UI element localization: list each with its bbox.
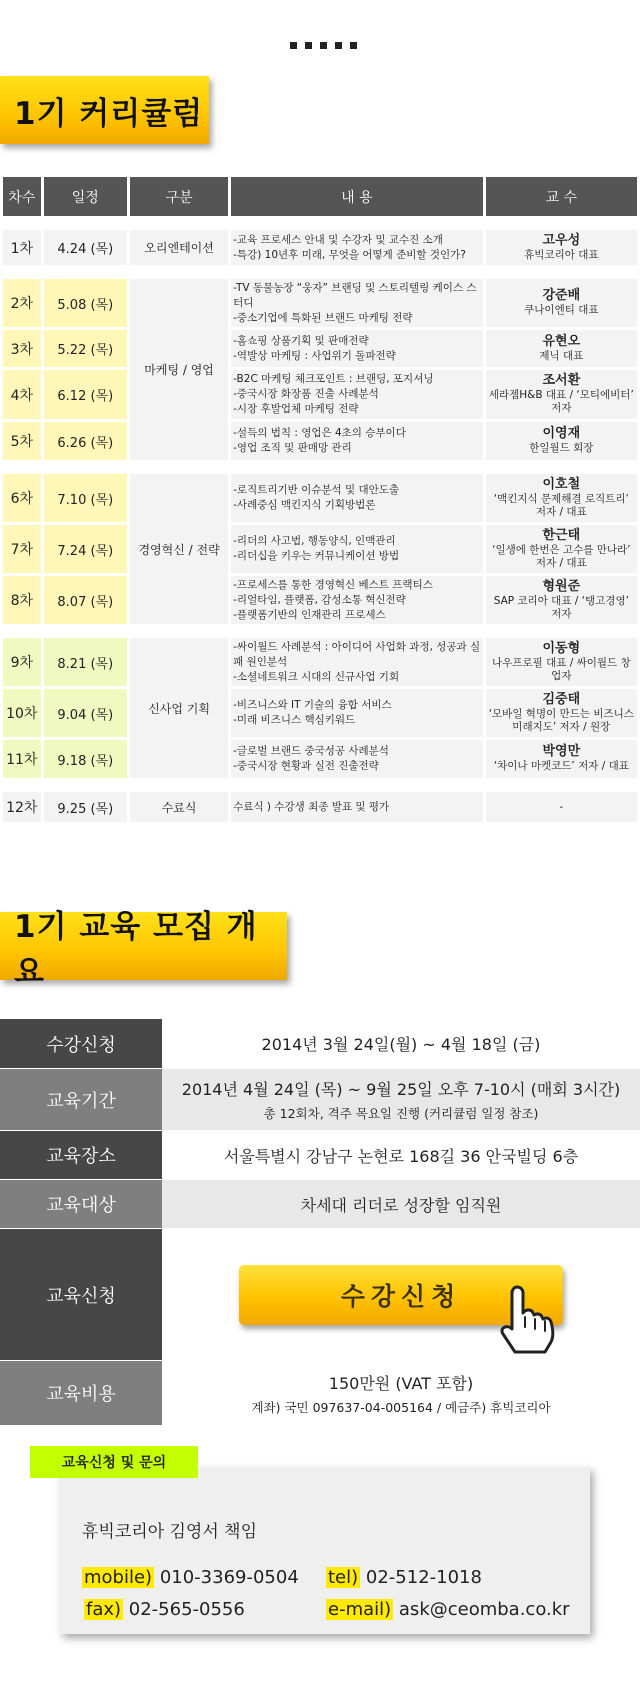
cost-label: 교육비용 [0,1361,162,1425]
category-cell: 마케팅 / 영업 [130,279,228,460]
session-num: 2차 [3,279,41,327]
professor-cell: 조서환 세라젬H&B 대표 / ‘모티에비터’ 저자 [486,370,637,419]
session-date: 4.24 (목) [44,230,127,265]
table-row [3,474,637,522]
session-date: 5.08 (목) [44,279,127,327]
content-cell: -비즈니스와 IT 기술의 융합 서비스 -미래 비즈니스 핵심키워드 [231,689,483,737]
professor-cell: 이동형 나우프로필 대표 / 싸이월드 창업자 [486,638,637,686]
location-value: 서울특별시 강남구 논현로 168길 36 안국빌딩 6층 [223,1146,579,1166]
overview-row-target [0,1180,640,1229]
session-num: 1차 [3,230,41,265]
apply-button[interactable] [239,1265,563,1325]
content-cell: 수료식 ) 수강생 최종 발표 및 평가 [231,792,483,822]
edu-period-label: 교육기간 [0,1069,162,1130]
content-cell: -B2C 마케팅 체크포인트 : 브랜딩, 포지셔닝 -중국시장 화장품 진출 사례분석 -시장 후발업체 마케팅 전략 [231,370,483,419]
session-date: 7.10 (목) [44,474,127,522]
session-num: 12차 [3,792,41,822]
session-date: 5.22 (목) [44,330,127,367]
bank-account: 계좌) 국민 097637-04-005164 / 예금주) 휴빅코리아 [251,1399,551,1415]
apply-label: 교육신청 [0,1229,162,1360]
session-num: 3차 [3,330,41,367]
session-date: 9.18 (목) [44,740,127,778]
table-row [3,422,637,460]
mobile-label: mobile) [84,1567,153,1588]
edu-period-value [162,1069,640,1130]
session-date: 6.12 (목) [44,370,127,419]
content-cell: -프로세스를 통한 경영혁신 베스트 프랙티스 -리얼타임, 플랫폼, 감성소통 혁신전략 -플랫폼기반의 인재관리 프로세스 [231,576,483,624]
session-date: 6.26 (목) [44,422,127,460]
overview-table [0,1019,640,1426]
session-num: 6차 [3,474,41,522]
header-category: 구분 [130,177,228,216]
content-cell: -홈쇼핑 상품기획 및 판매전략 -역발상 마케팅 : 사업위기 돌파전략 [231,330,483,367]
header-date: 일정 [44,177,127,216]
overview-title-banner: 1기 교육 모집 개요 [0,912,287,980]
mobile-number: 010-3369-0504 [159,1567,299,1588]
session-date: 9.04 (목) [44,689,127,737]
session-date: 8.07 (목) [44,576,127,624]
table-row [3,330,637,367]
professor-cell: - [486,792,637,822]
professor-cell: 이영재 한일월드 회장 [486,422,637,460]
category-cell: 경영혁신 / 전략 [130,474,228,624]
session-date: 8.21 (목) [44,638,127,686]
category-cell: 수료식 [130,792,228,822]
tel-number: 02-512-1018 [365,1567,482,1588]
content-cell: -리더의 사고법, 행동양식, 인맥관리 -리더십을 키우는 커뮤니케이션 방법 [231,525,483,573]
professor-cell: 고우성 휴빅코리아 대표 [486,230,637,265]
session-num: 9차 [3,638,41,686]
contact-card [60,1467,590,1634]
content-cell: -글로벌 브랜드 중국성공 사례분석 -중국시장 현황과 실전 진출전략 [231,740,483,778]
session-date: 9.25 (목) [44,792,127,822]
content-cell: -TV 동물농장 “웅자” 브랜딩 및 스토리텔링 케이스 스터디 -중소기업에 특화된 브랜드 마케팅 전략 [231,279,483,327]
contact-tag: 교육신청 및 문의 [30,1446,198,1478]
category-cell: 신사업 기획 [130,638,228,778]
table-row [3,279,637,327]
fax-number: 02-565-0556 [128,1599,245,1620]
fax-label: fax) [86,1599,122,1620]
overview-row-location [0,1131,640,1180]
pointer-hand-icon [499,1283,571,1355]
target-label: 교육대상 [0,1180,162,1228]
table-row [3,230,637,265]
session-num: 4차 [3,370,41,419]
apply-value [162,1229,640,1360]
email-label: e-mail) [328,1599,392,1620]
professor-cell: 박영만 ‘차이나 마켓코드’ 저자 / 대표 [486,740,637,778]
location-label: 교육장소 [0,1131,162,1179]
overview-row-edu-period [0,1069,640,1131]
edu-period-text: 2014년 4월 24일 (목) ~ 9월 25일 오후 7-10시 (매회 3시간) [181,1080,621,1099]
professor-cell: 이호철 ‘맥킨지식 문제해결 로직트리’ 저자 / 대표 [486,474,637,522]
contact-fax [84,1599,245,1620]
table-row [3,370,637,419]
header-session: 차수 [3,177,41,216]
professor-cell: 강준배 쿠나이엔티 대표 [486,279,637,327]
content-cell: -교육 프로세스 안내 및 수강자 및 교수진 소개 -특강) 10년후 미래, 무엇을 어떻게 준비할 것인가? [231,230,483,265]
content-cell: -설득의 법칙 : 영업은 4초의 승부이다 -영업 조직 및 판매망 관리 [231,422,483,460]
section-divider-dots [290,42,357,49]
edu-period-sub: 총 12회차, 격주 목요일 진행 (커리큘럼 일정 참조) [263,1106,539,1121]
tel-label: tel) [328,1567,359,1588]
professor-cell: 유현오 제닉 대표 [486,330,637,367]
professor-cell: 한근태 ‘일생에 한번은 고수를 만나라’ 저자 / 대표 [486,525,637,573]
professor-cell: 김중태 ‘모바일 혁명이 만드는 비즈니스 미래지도’ 저자 / 원장 [486,689,637,737]
email-address[interactable]: ask@ceomba.co.kr [398,1599,570,1620]
session-num: 11차 [3,740,41,778]
header-content: 내 용 [231,177,483,216]
professor-cell: 형원준 SAP 코리아 대표 / ‘탱고경영’ 저자 [486,576,637,624]
cost-amount: 150만원 (VAT 포함) [328,1373,474,1393]
table-row [3,525,637,573]
apply-period-label: 수강신청 [0,1019,162,1068]
content-cell: -싸이월드 사례분석 : 아이디어 사업화 과정, 성공과 실패 원인분석 -소셜네트워크 시대의 신규사업 기회 [231,638,483,686]
apply-button-label: 수강신청 [340,1281,462,1311]
table-row [3,689,637,737]
contact-email [326,1599,570,1620]
contact-tel [326,1567,482,1588]
contact-mobile [82,1567,299,1588]
table-row [3,576,637,624]
apply-period-value: 2014년 3월 24일(월) ~ 4월 18일 (금) [261,1035,541,1054]
table-row [3,792,637,822]
cost-value [162,1361,640,1425]
header-professor: 교 수 [486,177,637,216]
table-row [3,638,637,686]
session-num: 8차 [3,576,41,624]
session-num: 7차 [3,525,41,573]
content-cell: -로직트리기반 이슈분석 및 대안도출 -사례중심 맥킨지식 기획방법론 [231,474,483,522]
overview-row-apply [0,1229,640,1361]
table-row [3,740,637,778]
overview-row-apply-period [0,1019,640,1069]
session-date: 7.24 (목) [44,525,127,573]
target-value: 차세대 리더로 성장할 임직원 [162,1180,640,1228]
session-num: 10차 [3,689,41,737]
session-num: 5차 [3,422,41,460]
contact-person: 휴빅코리아 김영서 책임 [82,1522,258,1542]
overview-row-cost [0,1361,640,1426]
category-cell: 오리엔테이션 [130,230,228,265]
curriculum-table [0,174,640,825]
curriculum-title-banner: 1기 커리큘럼 [0,76,209,144]
